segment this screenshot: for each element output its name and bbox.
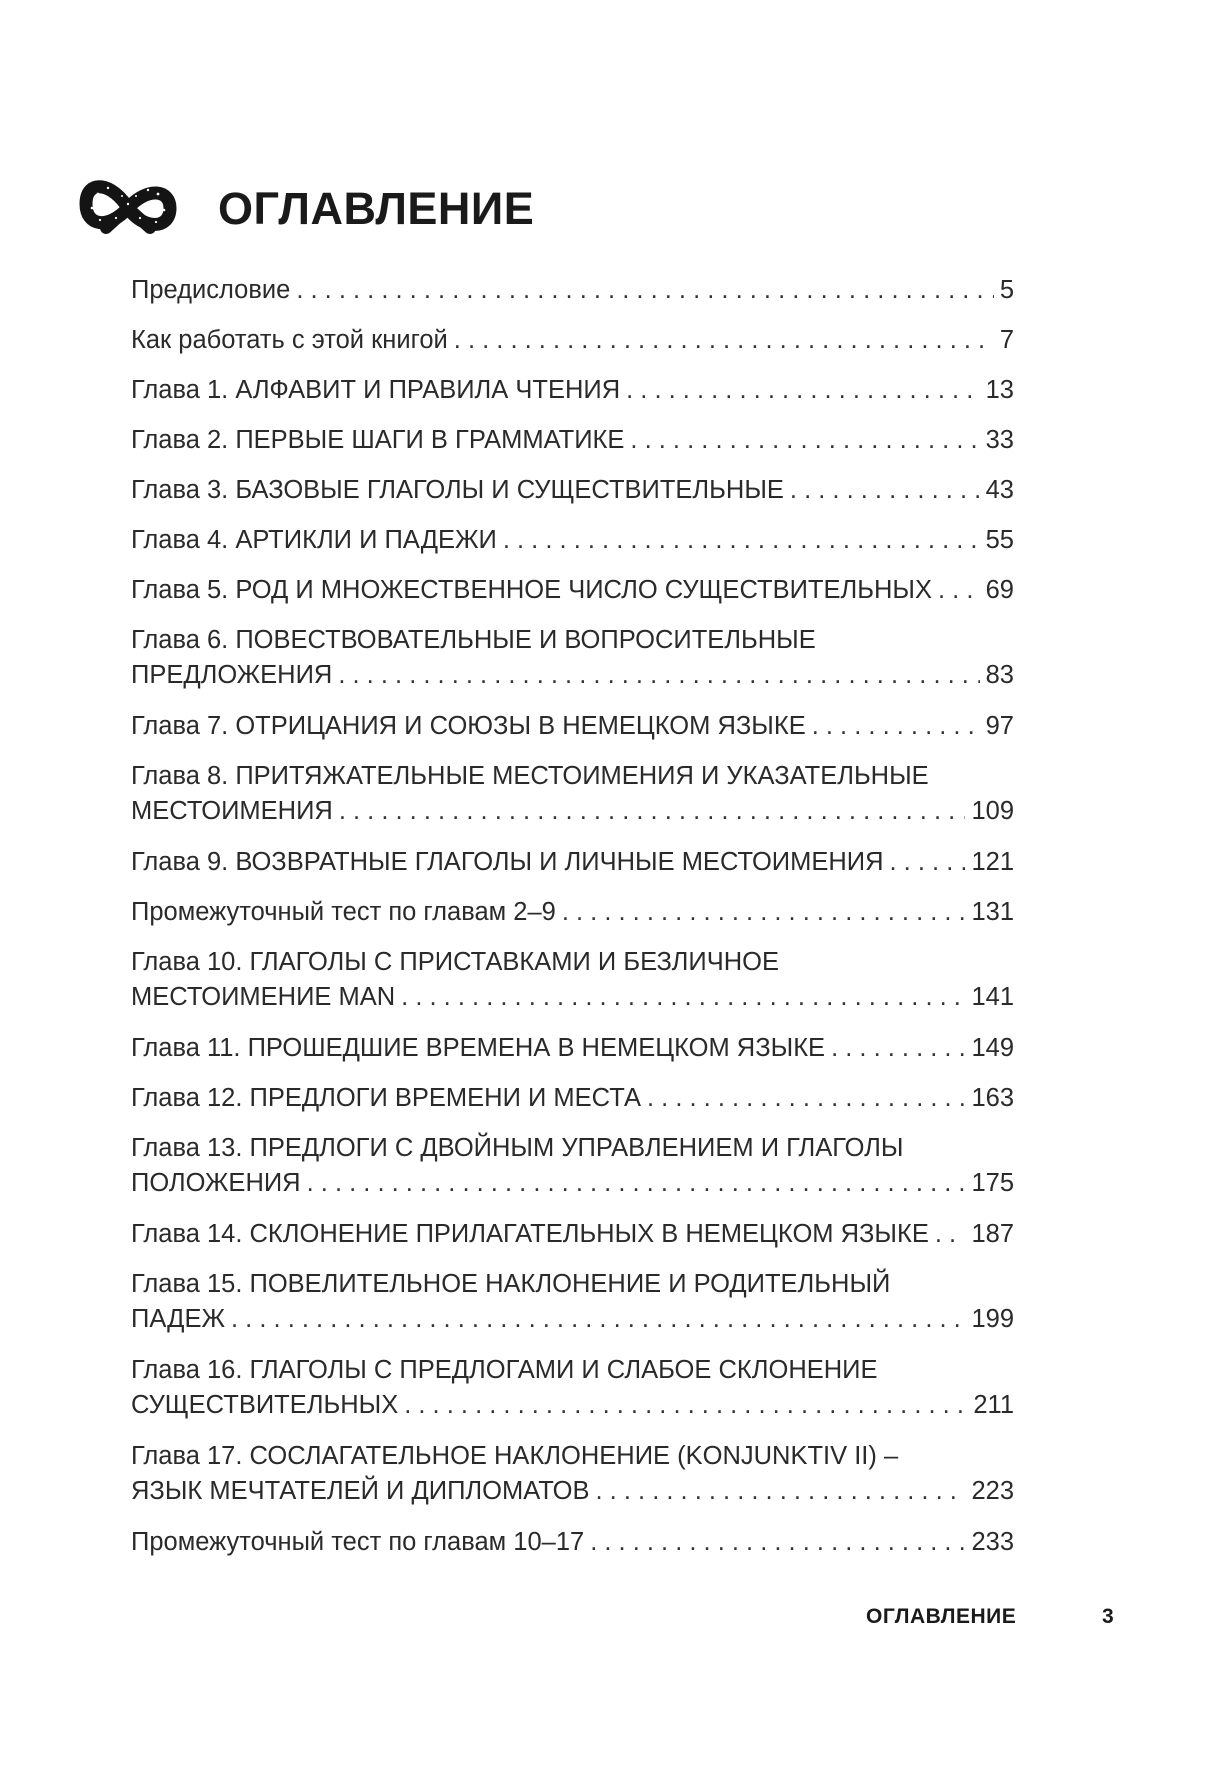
- toc-entry-title: Глава 2. ПЕРВЫЕ ШАГИ В ГРАММАТИКЕ: [131, 426, 625, 454]
- toc-entry: [131, 709, 1014, 744]
- dot-leader: [935, 1217, 966, 1252]
- toc-entry-page: 141: [971, 983, 1014, 1011]
- toc-entry-row: [131, 845, 1014, 880]
- toc-entry-page: 109: [971, 797, 1014, 825]
- dot-leader: [562, 895, 966, 930]
- toc-entry-page: 149: [971, 1034, 1014, 1062]
- dot-leader: [596, 1474, 966, 1509]
- toc-entry-title-line: Глава 6. ПОВЕСТВОВАТЕЛЬНЫЕ И ВОПРОСИТЕЛЬНЫЕ: [131, 626, 816, 654]
- toc-entry-row: [131, 473, 1014, 508]
- toc-entry: [131, 895, 1014, 930]
- toc-entry-page: 131: [971, 898, 1014, 926]
- toc-entry-title: Глава 11. ПРОШЕДШИЕ ВРЕМЕНА В НЕМЕЦКОМ ЯЗЫКЕ: [131, 1034, 826, 1062]
- toc-entry-title-line: Глава 16. ГЛАГОЛЫ С ПРЕДЛОГАМИ И СЛАБОЕ СКЛОНЕНИЕ: [131, 1356, 878, 1384]
- toc-entry-title: Как работать с этой книгой: [131, 326, 448, 354]
- toc-entry: [131, 523, 1014, 558]
- dot-leader: [647, 1081, 965, 1116]
- dot-leader: [831, 1031, 965, 1066]
- toc-entry-title-line: Глава 10. ГЛАГОЛЫ С ПРИСТАВКАМИ И БЕЗЛИЧНОЕ: [131, 948, 779, 976]
- toc-entry-row: [131, 373, 1014, 408]
- toc-entry-row: [131, 709, 1014, 744]
- toc-entry-title: Глава 1. АЛФАВИТ И ПРАВИЛА ЧТЕНИЯ: [131, 376, 621, 404]
- toc-entry-row: [131, 1031, 1014, 1066]
- toc-entry-title-line: Глава 13. ПРЕДЛОГИ С ДВОЙНЫМ УПРАВЛЕНИЕМ И ГЛАГОЛЫ: [131, 1134, 904, 1162]
- toc-entry-title: ЯЗЫК МЕЧТАТЕЛЕЙ И ДИПЛОМАТОВ: [131, 1477, 590, 1505]
- toc-entry: [131, 1525, 1014, 1560]
- toc-entry-row: [131, 1525, 1014, 1560]
- toc-entry-row: [131, 1081, 1014, 1116]
- toc-entry-page: 97: [985, 712, 1014, 740]
- toc-entry: [131, 1217, 1014, 1252]
- dot-leader: [339, 794, 966, 829]
- toc-entry-title-line: Глава 15. ПОВЕЛИТЕЛЬНОЕ НАКЛОНЕНИЕ И РОДИТЕЛЬНЫЙ: [131, 1270, 891, 1298]
- toc-entry-title: МЕСТОИМЕНИЕ MAN: [131, 983, 396, 1011]
- toc-entry: [131, 573, 1014, 608]
- toc-entry: [131, 1439, 1014, 1509]
- toc-entry: [131, 945, 1014, 1015]
- toc-entry-page: 83: [985, 661, 1014, 689]
- dot-leader: [626, 373, 980, 408]
- dot-leader: [630, 423, 979, 458]
- toc-entry-title: ПАДЕЖ: [131, 1305, 226, 1333]
- toc-entry-row: [131, 658, 1014, 693]
- toc-entry: [131, 1353, 1014, 1423]
- toc-entry-row: [131, 323, 1014, 358]
- dot-leader: [307, 1166, 966, 1201]
- pretzel-icon: [78, 168, 178, 248]
- page-heading: [78, 158, 534, 258]
- toc-entry-page: 5: [999, 276, 1014, 304]
- toc-entry: [131, 323, 1014, 358]
- toc-entry-row: [131, 980, 1014, 1015]
- toc-entry: [131, 623, 1014, 693]
- toc-entry-page: 7: [999, 326, 1014, 354]
- toc-entry-page: 199: [971, 1305, 1014, 1333]
- dot-leader: [812, 709, 980, 744]
- dot-leader: [296, 273, 993, 308]
- toc-entry-page: 69: [985, 576, 1014, 604]
- toc-entry-page: 13: [985, 376, 1014, 404]
- toc-entry-title: СУЩЕСТВИТЕЛЬНЫХ: [131, 1391, 399, 1419]
- toc-entry-title: Глава 3. БАЗОВЫЕ ГЛАГОЛЫ И СУЩЕСТВИТЕЛЬНЫЕ: [131, 476, 784, 504]
- toc-entry-page: 211: [973, 1391, 1014, 1419]
- toc-entry: [131, 1081, 1014, 1116]
- dot-leader: [401, 980, 965, 1015]
- dot-leader: [404, 1388, 967, 1423]
- toc-entry-row: [131, 1474, 1014, 1509]
- toc-entry-title: МЕСТОИМЕНИЯ: [131, 797, 333, 825]
- dot-leader: [790, 473, 980, 508]
- toc-entry-title: Промежуточный тест по главам 2–9: [131, 898, 556, 926]
- toc-entry: [131, 1031, 1014, 1066]
- running-footer-title: ОГЛАВЛЕНИЕ: [866, 1605, 1017, 1628]
- toc-entry-title: ПРЕДЛОЖЕНИЯ: [131, 661, 333, 689]
- toc-entry: [131, 423, 1014, 458]
- dot-leader: [231, 1302, 965, 1337]
- dot-leader: [938, 573, 980, 608]
- toc-entry-page: 55: [985, 526, 1014, 554]
- toc-entry: [131, 1131, 1014, 1201]
- toc-entry-page: 175: [971, 1169, 1014, 1197]
- toc-entry-row: [131, 423, 1014, 458]
- toc-entry-title: Глава 12. ПРЕДЛОГИ ВРЕМЕНИ И МЕСТА: [131, 1084, 641, 1112]
- toc-entry-row: [131, 273, 1014, 308]
- table-of-contents: [131, 273, 1014, 1575]
- dot-leader: [590, 1525, 965, 1560]
- toc-entry-page: 121: [971, 848, 1014, 876]
- toc-entry-row: [131, 573, 1014, 608]
- toc-entry-title: Глава 7. ОТРИЦАНИЯ И СОЮЗЫ В НЕМЕЦКОМ ЯЗЫКЕ: [131, 712, 806, 740]
- toc-entry: [131, 759, 1014, 829]
- toc-entry-title: Промежуточный тест по главам 10–17: [131, 1528, 585, 1556]
- toc-entry-title: Предисловие: [131, 276, 291, 304]
- toc-entry-title: Глава 14. СКЛОНЕНИЕ ПРИЛАГАТЕЛЬНЫХ В НЕМЕЦКОМ ЯЗЫКЕ: [131, 1220, 929, 1248]
- toc-entry-row: [131, 1217, 1014, 1252]
- toc-entry: [131, 473, 1014, 508]
- toc-entry-row: [131, 1166, 1014, 1201]
- toc-entry-row: [131, 1388, 1014, 1423]
- page-title: ОГЛАВЛЕНИЕ: [218, 182, 535, 234]
- toc-entry-row: [131, 523, 1014, 558]
- toc-entry-page: 33: [985, 426, 1014, 454]
- page-number: 3: [1102, 1605, 1115, 1628]
- dot-leader: [454, 323, 994, 358]
- toc-entry-title: ПОЛОЖЕНИЯ: [131, 1169, 301, 1197]
- toc-entry: [131, 373, 1014, 408]
- toc-entry-title: Глава 5. РОД И МНОЖЕСТВЕННОЕ ЧИСЛО СУЩЕСТВИТЕЛЬНЫХ: [131, 576, 932, 604]
- toc-entry-page: 163: [971, 1084, 1014, 1112]
- toc-entry-row: [131, 895, 1014, 930]
- toc-entry-page: 43: [985, 476, 1014, 504]
- toc-entry-title-line: Глава 17. СОСЛАГАТЕЛЬНОЕ НАКЛОНЕНИЕ (KONJUNKTIV II) –: [131, 1442, 899, 1470]
- dot-leader: [503, 523, 980, 558]
- toc-entry-title-line: Глава 8. ПРИТЯЖАТЕЛЬНЫЕ МЕСТОИМЕНИЯ И УКАЗАТЕЛЬНЫЕ: [131, 762, 929, 790]
- toc-entry-page: 233: [971, 1528, 1014, 1556]
- toc-entry-title: Глава 9. ВОЗВРАТНЫЕ ГЛАГОЛЫ И ЛИЧНЫЕ МЕСТОИМЕНИЯ: [131, 848, 884, 876]
- dot-leader: [890, 845, 966, 880]
- toc-entry-row: [131, 1302, 1014, 1337]
- toc-entry-row: [131, 794, 1014, 829]
- toc-entry-page: 187: [971, 1220, 1014, 1248]
- dot-leader: [338, 658, 979, 693]
- toc-entry-page: 223: [971, 1477, 1014, 1505]
- toc-entry: [131, 845, 1014, 880]
- toc-entry: [131, 273, 1014, 308]
- toc-entry-title: Глава 4. АРТИКЛИ И ПАДЕЖИ: [131, 526, 497, 554]
- toc-entry: [131, 1267, 1014, 1337]
